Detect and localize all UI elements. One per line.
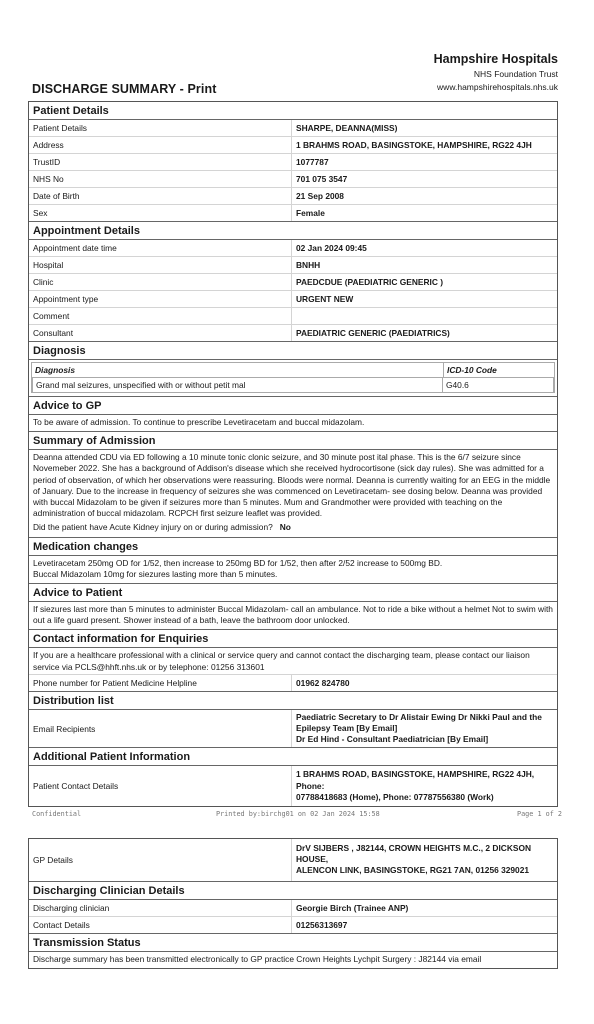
appointment-details-section <box>29 221 557 341</box>
row-value: 21 Sep 2008 <box>291 188 557 204</box>
row-value <box>291 766 557 806</box>
contact-details-line: 1 BRAHMS ROAD, BASINGSTOKE, HAMPSHIRE, RG22 4JH, Phone: <box>296 769 535 791</box>
section-title: Transmission Status <box>29 933 557 952</box>
advice-to-gp-text: To be aware of admission. To continue to prescribe Levetiracetam and buccal midazolam. <box>33 417 365 427</box>
row-label: Discharging clinician <box>33 902 110 913</box>
row-value: PAEDIATRIC GENERIC (PAEDIATRICS) <box>291 325 557 341</box>
row-label: Clinic <box>33 277 54 287</box>
table-row <box>29 766 557 806</box>
gp-details-section <box>29 839 557 881</box>
diagnosis-row <box>31 378 555 393</box>
row-value: 1077787 <box>291 154 557 170</box>
trust-name: Hampshire Hospitals <box>433 52 558 66</box>
table-row <box>29 171 557 188</box>
section-title: Diagnosis <box>29 341 557 360</box>
section-title: Patient Details <box>29 102 557 120</box>
table-row <box>29 710 557 748</box>
row-label: Email Recipients <box>33 723 96 734</box>
row-label: NHS No <box>33 174 64 184</box>
summary-page-1 <box>28 101 558 807</box>
medication-line: Buccal Midazolam 10mg for siezures lasting more than 5 minutes. <box>33 568 278 579</box>
aki-question-text: Did the patient have Acute Kidney injury on or during admission? <box>33 522 273 533</box>
row-value <box>291 839 557 881</box>
table-row <box>29 900 557 917</box>
row-label: Date of Birth <box>33 191 80 201</box>
row-label: GP Details <box>33 854 73 865</box>
email-recipient-line: Paediatric Secretary to Dr Alistair Ewing Dr Nikki Paul and the <box>296 711 542 722</box>
advice-to-gp-section <box>29 396 557 431</box>
gp-details-line: DrV SIJBERS , J82144, CROWN HEIGHTS M.C., 2 DICKSON HOUSE, <box>296 843 532 865</box>
row-value: 01962 824780 <box>291 675 557 691</box>
confidential-label: Confidential <box>32 810 82 818</box>
row-label: Phone number for Patient Medicine Helpline <box>33 677 197 688</box>
contact-information-section <box>29 629 557 690</box>
section-title: Distribution list <box>29 691 557 710</box>
diagnosis-table-header <box>31 362 555 378</box>
table-row <box>29 291 557 308</box>
row-value: SHARPE, DEANNA(MISS) <box>291 120 557 136</box>
table-row <box>29 154 557 171</box>
transmission-status-section <box>29 933 557 968</box>
aki-answer: No <box>279 522 291 533</box>
row-value: 01256313697 <box>291 917 557 933</box>
row-label: Comment <box>33 311 70 321</box>
row-label: Consultant <box>33 328 74 338</box>
icd-code: G40.6 <box>442 378 554 392</box>
table-row <box>29 274 557 291</box>
table-row <box>29 325 557 341</box>
email-recipient-line: Epilepsy Team [By Email] <box>296 723 398 734</box>
row-value: 02 Jan 2024 09:45 <box>291 240 557 256</box>
row-label: Address <box>33 140 64 150</box>
distribution-list-section <box>29 691 557 748</box>
section-title: Additional Patient Information <box>29 747 557 766</box>
contact-information-text: If you are a healthcare professional with a clinical or service query and cannot contact the discharging team, please contact our liaison service via PCLS@hhft.nhs.uk or by telephone: 01256 313601 <box>33 650 530 672</box>
section-title: Advice to Patient <box>29 583 557 602</box>
row-value: PAEDCDUE (PAEDIATRIC GENERIC ) <box>291 274 557 290</box>
table-row <box>29 137 557 154</box>
row-value: Georgie Birch (Trainee ANP) <box>291 900 557 916</box>
table-row <box>29 674 557 691</box>
icd-code-column-header: ICD-10 Code <box>443 363 555 377</box>
printed-by-label: Printed by:birchg01 on 02 Jan 2024 15:58 <box>216 810 380 818</box>
row-value: URGENT NEW <box>291 291 557 307</box>
section-title: Summary of Admission <box>29 431 557 450</box>
diagnosis-column-header: Diagnosis <box>31 363 443 377</box>
aki-question <box>29 522 557 536</box>
discharging-clinician-section <box>29 881 557 933</box>
row-label: Contact Details <box>33 919 90 930</box>
section-title: Advice to GP <box>29 396 557 415</box>
email-recipient-line: Dr Ed Hind - Consultant Paediatrician [By Email] <box>296 734 489 745</box>
table-row <box>29 308 557 325</box>
medication-line: Levetiracetam 250mg OD for 1/52, then increase to 250mg BD for 1/52, then after 2/52 increase to 500mg BD. <box>33 557 443 568</box>
row-label: TrustID <box>33 157 61 167</box>
document-header <box>0 0 594 100</box>
table-row <box>29 240 557 257</box>
page-number: Page 1 of 2 <box>516 810 562 818</box>
row-value: 701 075 3547 <box>291 171 557 187</box>
row-label: Hospital <box>33 260 64 270</box>
additional-patient-information-section <box>29 747 557 806</box>
row-label: Patient Details <box>33 123 87 133</box>
trust-website: www.hampshirehospitals.nhs.uk <box>437 82 558 92</box>
contact-details-line: 07788418683 (Home), Phone: 07787556380 (Work) <box>296 791 494 802</box>
admission-summary-text: Deanna attended CDU via ED following a 10 minute tonic clonic seizure, and 30 minute post ital phase. This is the 6/7 seizure since Novemeber 2022. She has a background of Addison's disease which she received hydrocortisone (sick day rules). She was admitted for a period of observation, of which her observations were reassuring. Bloods were normal. Deanna is currently waiting for an EEG in the middle of January. Due to the increase in frequency of seizures she was commenced on Levetiracetam- see dosing below. Deanna was provided with buccal Midazolam to be given if seizures more than 5 minutes. Mum and Grandmother were provided with teaching on the administration of buccal midazolam. RCPCH first seizure leaflet was provided. <box>33 452 551 519</box>
document-title: DISCHARGE SUMMARY - Print <box>32 82 217 96</box>
diagnosis-text: Grand mal seizures, unspecified with or without petit mal <box>32 378 442 392</box>
trust-logo-block <box>434 52 558 92</box>
trust-subtitle: NHS Foundation Trust <box>473 69 558 79</box>
summary-of-admission-section <box>29 431 557 536</box>
advice-to-patient-section <box>29 583 557 629</box>
medication-text <box>29 556 557 583</box>
table-row <box>29 917 557 933</box>
row-label: Patient Contact Details <box>33 781 119 792</box>
row-label: Appointment type <box>33 294 99 304</box>
row-label: Sex <box>33 208 48 218</box>
table-row <box>29 839 557 881</box>
row-value: 1 BRAHMS ROAD, BASINGSTOKE, HAMPSHIRE, RG22 4JH <box>291 137 557 153</box>
section-title: Appointment Details <box>29 221 557 240</box>
transmission-status-text: Discharge summary has been transmitted electronically to GP practice Crown Heights Lychpit Surgery : J82144 via email <box>33 953 482 964</box>
row-label: Appointment date time <box>33 243 117 253</box>
gp-details-line: ALENCON LINK, BASINGSTOKE, RG21 7AN, 01256 329021 <box>296 865 530 876</box>
patient-details-section <box>29 102 557 221</box>
medication-changes-section <box>29 537 557 583</box>
section-title: Contact information for Enquiries <box>29 629 557 648</box>
diagnosis-section <box>29 341 557 393</box>
row-value: Female <box>291 205 557 221</box>
advice-to-patient-text: If siezures last more than 5 minutes to administer Buccal Midazolam- call an ambulance. Not to ride a bike without a helmet Not to swim with out a life guard present. Shower instead of a bath, leave the bathroom door unlocked. <box>33 604 553 626</box>
table-row <box>29 188 557 205</box>
row-value <box>291 308 557 324</box>
row-value <box>291 710 557 748</box>
section-title: Medication changes <box>29 537 557 556</box>
section-title: Discharging Clinician Details <box>29 881 557 900</box>
row-value: BNHH <box>291 257 557 273</box>
summary-page-2 <box>28 838 558 969</box>
table-row <box>29 205 557 221</box>
table-row <box>29 257 557 274</box>
table-row <box>29 120 557 137</box>
